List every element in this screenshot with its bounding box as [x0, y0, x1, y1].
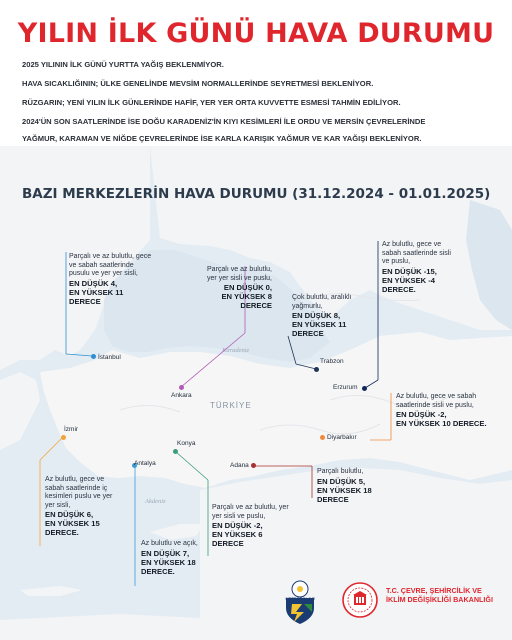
izmir-desc: Az bulutlu, gece ve sabah saatlerinde iç kesimleri puslu ve yer yer sisli,	[45, 476, 113, 509]
adana-desc: Parçalı bulutlu,	[317, 468, 364, 475]
antalya-label: Antalya	[134, 460, 156, 467]
meteoroloji-logo-icon	[282, 578, 318, 624]
intro-line-2: HAVA SICAKLIĞININ; ÜLKE GENELİNDE MEVSİM NORMALLERİNDE SEYRETMESİ BEKLENİYOR.	[22, 79, 374, 88]
adana-forecast	[317, 468, 397, 504]
trabzon-high: EN YÜKSEK 11 DERECE	[292, 320, 347, 339]
ankara-forecast	[198, 266, 272, 310]
antalya-low: EN DÜŞÜK 7,	[141, 548, 190, 558]
erzurum-marker	[362, 386, 367, 391]
erzurum-desc: Az bulutlu, gece ve sabah saatlerinde sisli ve puslu,	[382, 241, 451, 266]
izmir-low: EN DÜŞÜK 6,	[45, 510, 94, 520]
antalya-high: EN YÜKSEK 18 DERECE.	[141, 557, 196, 576]
istanbul-high: EN YÜKSEK 11 DERECE	[69, 287, 124, 306]
ankara-desc: Parçalı ve az bulutlu, yer yer sisli ve puslu,	[207, 266, 272, 282]
erzurum-label: Erzurum	[333, 384, 358, 391]
istanbul-low: EN DÜŞÜK 4,	[69, 278, 118, 288]
ministry-name	[386, 586, 493, 604]
ministry-seal-icon	[342, 582, 378, 618]
intro-line-5: YAĞMUR, KARAMAN VE NİĞDE ÇEVRELERİNDE İSE KARLA KARIŞIK YAĞMUR VE KAR YAĞIŞI BEKLENİYOR.	[22, 134, 422, 143]
adana-label: Adana	[230, 462, 249, 469]
diyarbakir-forecast	[396, 393, 496, 428]
adana-marker	[251, 463, 256, 468]
adana-low: EN DÜŞÜK 5,	[317, 476, 366, 486]
diyarbakir-low: EN DÜŞÜK -2,	[396, 410, 447, 420]
konya-low: EN DÜŞÜK -2,	[212, 521, 263, 531]
ankara-low: EN DÜŞÜK 0,	[223, 283, 272, 293]
ankara-high: EN YÜKSEK 8 DERECE	[221, 292, 272, 311]
trabzon-low: EN DÜŞÜK 8,	[292, 311, 341, 321]
intro-line-1: 2025 YILININ İLK GÜNÜ YURTTA YAĞIŞ BEKLENMİYOR.	[22, 60, 224, 69]
istanbul-marker	[91, 354, 96, 359]
page-title: YILIN İLK GÜNÜ HAVA DURUMU	[17, 18, 495, 49]
intro-line-3: RÜZGARIN; YENİ YILIN İLK GÜNLERİNDE HAFİF, YER YER ORTA KUVVETTE ESMESİ TAHMİN EDİLİYOR.	[22, 98, 401, 107]
izmir-marker	[61, 435, 66, 440]
konya-desc: Parçalı ve az bulutlu, yer yer sisli ve puslu,	[212, 504, 289, 520]
trabzon-marker	[314, 367, 319, 372]
diyarbakir-label: Diyarbakır	[327, 434, 357, 441]
ankara-marker	[179, 385, 184, 390]
konya-marker	[173, 449, 178, 454]
trabzon-forecast	[292, 294, 352, 338]
izmir-high: EN YÜKSEK 15 DERECE.	[45, 519, 100, 538]
diyarbakir-marker	[320, 435, 325, 440]
trabzon-desc: Çok bulutlu, aralıklı yağmurlu,	[292, 294, 352, 310]
konya-label: Konya	[177, 440, 196, 447]
section-title: BAZI MERKEZLERİN HAVA DURUMU (31.12.2024 - 01.01.2025)	[22, 186, 491, 202]
istanbul-label: İstanbul	[98, 354, 121, 361]
adana-high: EN YÜKSEK 18 DERECE	[317, 485, 372, 504]
trabzon-label: Trabzon	[320, 358, 344, 365]
diyarbakir-high: EN YÜKSEK 10 DERECE.	[396, 419, 487, 429]
mediterranean-label: Akdeniz	[145, 498, 166, 505]
antalya-forecast	[141, 540, 207, 576]
izmir-forecast	[45, 476, 123, 537]
country-label: TÜRKİYE	[210, 401, 252, 410]
istanbul-forecast	[69, 253, 153, 306]
istanbul-desc: Parçalı ve az bulutlu, gece ve sabah saatlerinde pusulu ve yer yer sisli,	[69, 253, 152, 278]
intro-line-4: 2024'ÜN SON SAATLERİNDE İSE DOĞU KARADENİZ'İN KIYI KESİMLERİ İLE ORDU VE MERSİN ÇEVRELERİNDE	[22, 117, 426, 126]
black-sea-label: Karadeniz	[222, 347, 250, 354]
ministry-line-2: İKLİM DEĞİŞİKLİĞİ BAKANLIĞI	[386, 595, 494, 604]
erzurum-low: EN DÜŞÜK -15,	[382, 266, 437, 276]
konya-high: EN YÜKSEK 6 DERECE	[212, 530, 263, 549]
izmir-label: İzmir	[64, 426, 79, 433]
ankara-label: Ankara	[171, 392, 192, 399]
ministry-line-1: T.C. ÇEVRE, ŞEHİRCİLİK VE	[386, 586, 482, 595]
meteoroloji-text: METEOROLOJİ	[285, 596, 315, 601]
antalya-desc: Az bulutlu ve açık,	[141, 540, 198, 547]
erzurum-forecast	[382, 241, 454, 294]
diyarbakir-desc: Az bulutlu, gece ve sabah saatlerinde sisli ve puslu,	[396, 393, 477, 409]
erzurum-high: EN YÜKSEK -4 DERECE.	[382, 275, 436, 294]
konya-forecast	[212, 504, 294, 548]
